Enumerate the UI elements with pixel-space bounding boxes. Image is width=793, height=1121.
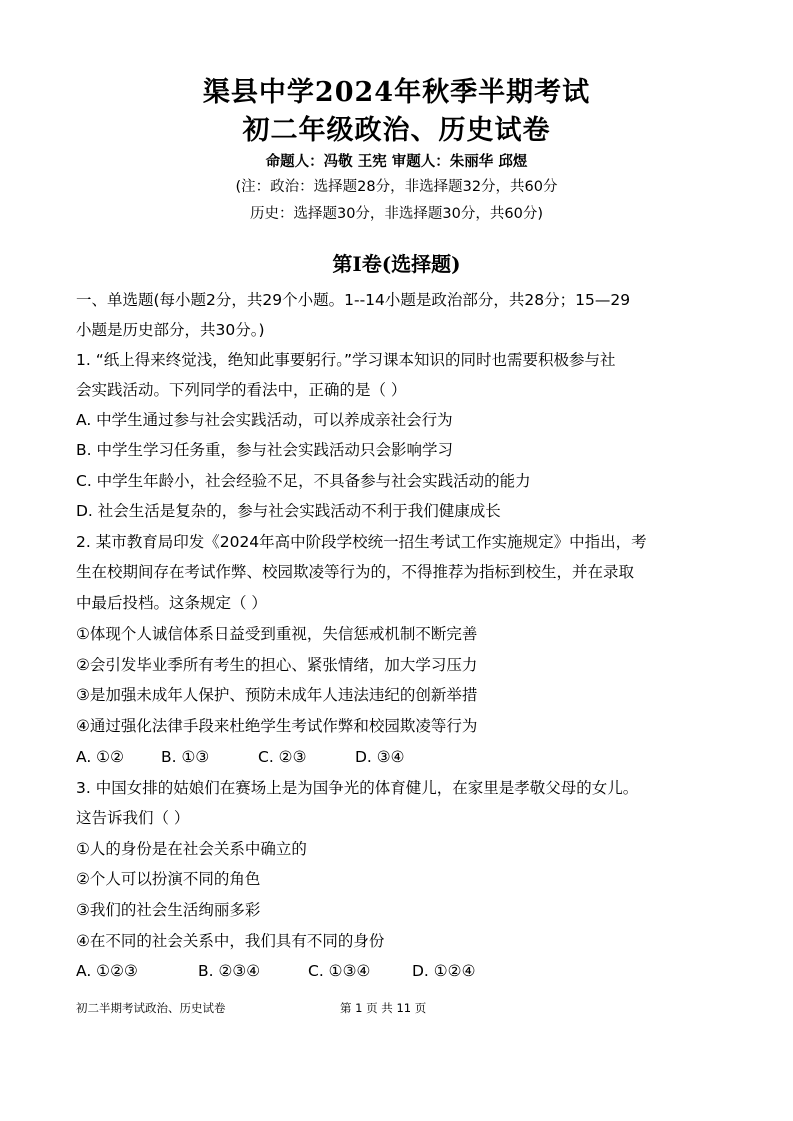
section-instruction-line1: 一、单选题(每小题2分，共29个小题。1--14小题是政治部分，共28分；15—29 — [76, 291, 631, 309]
q2-choice-a: A. ①② — [76, 748, 124, 766]
q2-statement-1: ①体现个人诚信体系日益受到重视，失信惩戒机制不断完善 — [76, 625, 478, 643]
q2-stem-line3: 中最后投档。这条规定（ ） — [76, 594, 267, 612]
q2-stem-line2: 生在校期间存在考试作弊、校园欺凌等行为的，不得推荐为指标到校生，并在录取 — [76, 563, 635, 581]
authors-line: 命题人：冯敬 王宪 审题人：朱丽华 邱煜 — [265, 154, 528, 170]
q2-stem-line1: 2. 某市教育局印发《2024年高中阶段学校统一招生考试工作实施规定》中指出，考 — [76, 533, 647, 551]
page-number: 第 1 页 共 11 页 — [340, 1001, 427, 1015]
q3-choices — [76, 961, 475, 981]
footer-exam-name: 初二半期考试政治、历史试卷 — [76, 1001, 226, 1015]
q3-choice-b: B. ②③④ — [198, 962, 261, 980]
section-title: 第Ⅰ卷(选择题) — [332, 252, 461, 276]
q2-choice-c: C. ②③ — [258, 748, 307, 766]
q2-statement-4: ④通过强化法律手段来杜绝学生考试作弊和校园欺凌等行为 — [76, 717, 478, 735]
q1-option-b: B. 中学生学习任务重，参与社会实践活动只会影响学习 — [76, 441, 453, 459]
q2-choices — [76, 747, 405, 767]
q1-option-d: D. 社会生活是复杂的，参与社会实践活动不利于我们健康成长 — [76, 502, 501, 520]
q1-stem-line1: 1. “纸上得来终觉浅，绝知此事要躬行。”学习课本知识的同时也需要积极参与社 — [76, 351, 616, 369]
q1-option-c: C. 中学生年龄小，社会经验不足，不具备参与社会实践活动的能力 — [76, 472, 531, 490]
q1-stem-line2: 会实践活动。下列同学的看法中，正确的是（ ） — [76, 381, 407, 399]
q3-choice-a: A. ①②③ — [76, 962, 138, 980]
q3-statement-1: ①人的身份是在社会关系中确立的 — [76, 840, 307, 858]
exam-title: 渠县中学2024年秋季半期考试 — [202, 77, 591, 108]
q1-option-a: A. 中学生通过参与社会实践活动，可以养成亲社会行为 — [76, 411, 453, 429]
q2-choice-d: D. ③④ — [355, 748, 405, 766]
q3-stem-line2: 这告诉我们（ ） — [76, 809, 190, 827]
section-instruction-line2: 小题是历史部分，共30分。) — [76, 321, 265, 339]
q3-statement-2: ②个人可以扮演不同的角色 — [76, 870, 261, 888]
q3-statement-4: ④在不同的社会关系中，我们具有不同的身份 — [76, 932, 385, 950]
q2-statement-2: ②会引发毕业季所有考生的担心、紧张情绪，加大学习压力 — [76, 656, 478, 674]
score-note-line1: (注：政治：选择题28分，非选择题32分，共60分 — [235, 179, 558, 195]
q2-statement-3: ③是加强未成年人保护、预防未成年人违法违纪的创新举措 — [76, 686, 478, 704]
score-note-line2: 历史：选择题30分，非选择题30分，共60分) — [249, 206, 543, 222]
q3-stem-line1: 3. 中国女排的姑娘们在赛场上是为国争光的体育健儿，在家里是孝敬父母的女儿。 — [76, 779, 639, 797]
q2-choice-b: B. ①③ — [161, 748, 210, 766]
exam-subtitle: 初二年级政治、历史试卷 — [242, 115, 551, 146]
q3-choice-c: C. ①③④ — [308, 962, 371, 980]
q3-choice-d: D. ①②④ — [412, 962, 476, 980]
q3-statement-3: ③我们的社会生活绚丽多彩 — [76, 901, 261, 919]
